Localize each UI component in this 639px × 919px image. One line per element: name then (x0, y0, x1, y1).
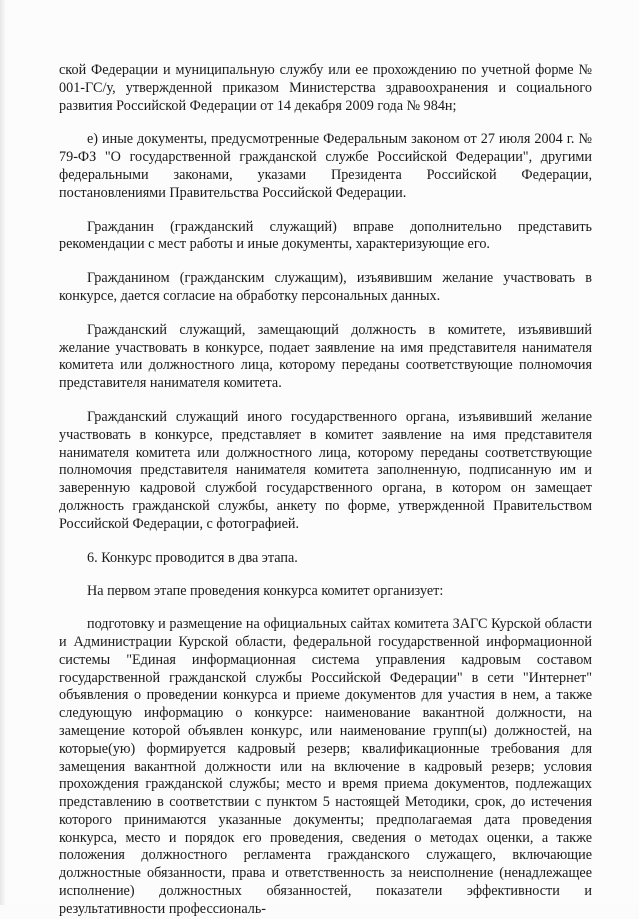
paragraph-first-stage: На первом этапе проведения конкурса комитет организует: (87, 583, 444, 600)
paragraph-continuation: ской Федерации и муниципальную службу или ее прохождению по учетной форме № 001-ГС/у, утвержденной приказом Министерства здравоохранения и социального развития Российской Федерации от 14 декабря 2009 года № 984н; (59, 62, 592, 114)
paragraph-external-employee: Гражданский служащий иного государственного органа, изъявивший желание участвовать в конкурсе, представляет в комитет заявление на имя представителя нанимателя комитета или должностного лица, которому переданы соответствующие полномочия представителя нанимателя комитета заполненную, подписанную им и заверенную кадровой службой государственного органа, в котором он замещает должность гражданской службы, анкету по форме, утвержденной Правительством Российской Федерации, с фотографией. (59, 408, 592, 532)
scan-edge-shadow (0, 0, 6, 905)
paragraph-announcement: подготовку и размещение на официальных сайтах комитета ЗАГС Курской области и Администрации Курской области, федеральной государственной информационной системы "Единая информационная система управления кадровым составом государственной гражданской службы Российской Федерации" в сети "Интернет" объявления о проведении конкурса и приеме документов для участия в нем, а также следующую информацию о конкурсе: наименование вакантной должности, на замещение которой объявлен конкурс, или наименование групп(ы) должностей, на которые(ую) формируется кадровый резерв; квалификационные требования для замещения вакантной должности или на включение в кадровый резерв; условия прохождения гражданской службы; место и время приема документов, подлежащих представлению в соответствии с пунктом 5 настоящей Методики, срок, до истечения которого принимаются указанные документы; предполагаемая дата проведения конкурса, место и порядок его проведения, сведения о методах оценки, а также положения должностного регламента гражданского служащего, включающие должностные обязанности, права и ответственность за неисполнение (ненадлежащее исполнение) должностных обязанностей, показатели эффективности и результативности профессиональ- (59, 616, 592, 917)
paragraph-section-6: 6. Конкурс проводится в два этапа. (87, 549, 298, 566)
paragraph-item-e: е) иные документы, предусмотренные Федеральным законом от 27 июля 2004 г. № 79-ФЗ "О государственной гражданской службе Российской Федерации", другими федеральными законами, указами Президента Российской Федерации, постановлениями Правительства Российской Федерации. (59, 131, 592, 201)
paragraph-internal-employee: Гражданский служащий, замещающий должность в комитете, изъявивший желание участвовать в конкурсе, подает заявление на имя представителя нанимателя комитета или должностного лица, которому переданы соответствующие полномочия представителя нанимателя комитета. (59, 321, 592, 392)
paragraph-consent: Гражданином (гражданским служащим), изъявившим желание участвовать в конкурсе, дается согласие на обработку персональных данных. (59, 270, 592, 304)
document-body (59, 62, 592, 919)
paragraph-recommendations: Гражданин (гражданский служащий) вправе дополнительно представить рекомендации с мест работы и иные документы, характеризующие его. (59, 218, 592, 253)
